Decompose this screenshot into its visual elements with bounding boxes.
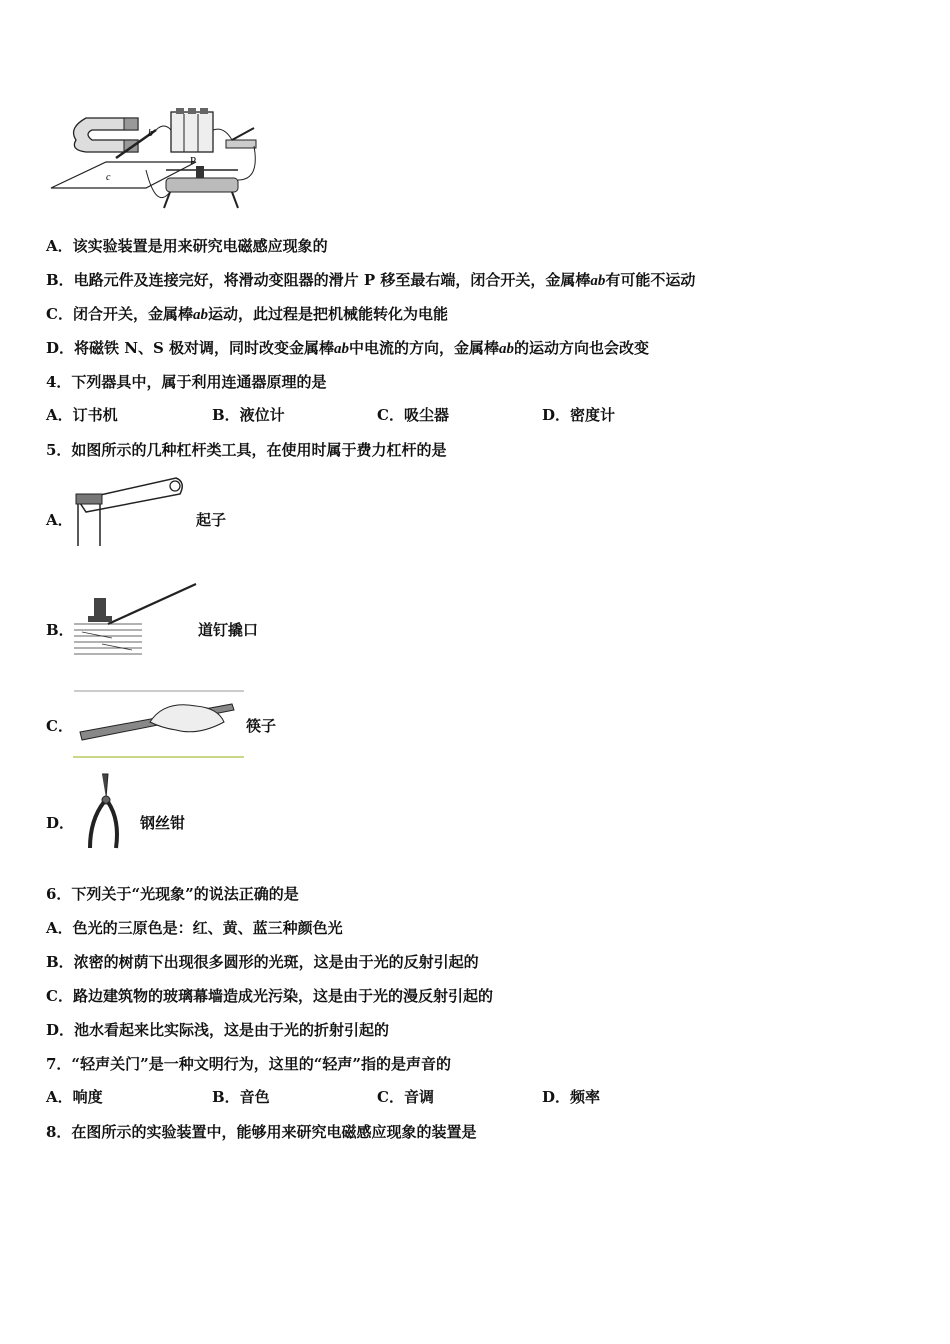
q5-option-b-name: 道钉撬口	[198, 621, 259, 639]
q6-option-a: A．色光的三原色是：红、黄、蓝三种颜色光	[46, 919, 343, 937]
q6-option-c: C．路边建筑物的玻璃幕墙造成光污染，这是由于光的漫反射引起的	[46, 987, 493, 1005]
q4-option-a: A．订书机	[46, 406, 118, 424]
q6-option-b: B．浓密的树荫下出现很多圆形的光斑，这是由于光的反射引起的	[46, 953, 479, 971]
q5-option-b-letter: B．	[46, 621, 74, 639]
q4-option-b: B．液位计	[212, 406, 285, 424]
q7-stem: 7．“轻声关门”是一种文明行为，这里的“轻声”指的是声音的	[46, 1055, 451, 1073]
q7-option-c: C．音调	[377, 1088, 434, 1106]
q6-stem: 6．下列关于“光现象”的说法正确的是	[46, 885, 299, 903]
q5-option-c-name: 筷子	[246, 717, 277, 735]
electromagnetic-apparatus-figure	[46, 100, 276, 225]
spike-puller-figure	[72, 580, 202, 662]
label-p: P	[190, 155, 197, 167]
q5-option-d-name: 钢丝钳	[140, 814, 186, 832]
q5-option-a-letter: A．	[46, 511, 73, 529]
label-c: c	[106, 172, 111, 183]
q3-option-b: B．电路元件及连接完好，将滑动变阻器的滑片 P 移至最右端，闭合开关，金属棒ab有可能不运动	[46, 271, 696, 289]
q3-option-c: C．闭合开关，金属棒ab运动，此过程是把机械能转化为电能	[46, 305, 448, 323]
label-b: b	[148, 128, 153, 139]
q8-stem: 8．在图所示的实验装置中，能够用来研究电磁感应现象的装置是	[46, 1123, 477, 1141]
q7-option-d: D．频率	[542, 1088, 601, 1106]
q6-option-d: D．池水看起来比实际浅，这是由于光的折射引起的	[46, 1021, 390, 1039]
pliers-figure	[84, 772, 129, 850]
q4-stem: 4．下列器具中，属于利用连通器原理的是	[46, 373, 327, 391]
chopsticks-figure	[72, 688, 247, 760]
q5-option-d-letter: D．	[46, 814, 75, 832]
q3-option-d: D．将磁铁 N、S 极对调，同时改变金属棒ab中电流的方向，金属棒ab的运动方向也会改变	[46, 339, 650, 357]
q7-option-b: B．音色	[212, 1088, 270, 1106]
bottle-opener-figure	[72, 470, 187, 548]
q5-option-c-letter: C．	[46, 717, 73, 735]
q3-option-a: A．该实验装置是用来研究电磁感应现象的	[46, 237, 328, 255]
q4-option-c: C．吸尘器	[377, 406, 449, 424]
q5-stem: 5．如图所示的几种杠杆类工具，在使用时属于费力杠杆的是	[46, 441, 447, 459]
q7-option-a: A．响度	[46, 1088, 103, 1106]
q4-option-d: D．密度计	[542, 406, 616, 424]
q5-option-a-name: 起子	[196, 511, 227, 529]
